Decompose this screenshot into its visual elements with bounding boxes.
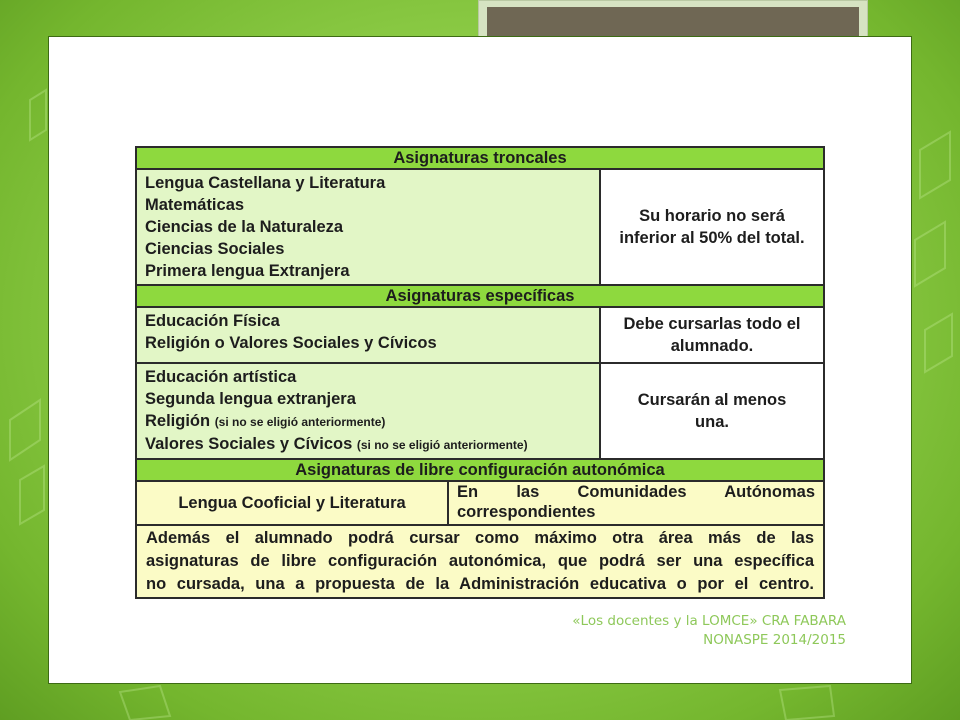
subject-item <box>145 433 591 456</box>
section-header-row <box>136 147 824 169</box>
subject-item: Ciencias Sociales <box>145 240 285 258</box>
libre-paragraph <box>136 525 824 598</box>
subject-item: Ciencias de la Naturaleza <box>145 218 344 236</box>
subject-label: Valores Sociales y Cívicos <box>145 435 353 453</box>
especificas-row-2 <box>136 363 824 459</box>
subject-item: Lengua Castellana y Literatura <box>145 174 386 192</box>
note-line: inferior al 50% del total. <box>619 229 805 247</box>
paragraph-line: no cursada, una a propuesta de la Administración educativa o por el centro. <box>146 575 814 593</box>
section-header-row <box>136 459 824 481</box>
lomce-subjects-table <box>135 146 825 599</box>
troncales-header: Asignaturas troncales <box>136 147 824 169</box>
note-line: En las Comunidades Autónomas <box>457 483 815 501</box>
paragraph-line: Además el alumnado podrá cursar como máximo otra área más de las <box>146 529 814 547</box>
troncales-row <box>136 169 824 285</box>
slide-footer <box>470 612 846 650</box>
section-header-row <box>136 285 824 307</box>
especificas-subject-list-1 <box>136 307 600 363</box>
especificas-note-1 <box>600 307 824 363</box>
especificas-subject-list-2 <box>136 363 600 459</box>
libre-row <box>136 481 824 525</box>
subject-condition-note: (si no se eligió anteriormente) <box>214 415 386 429</box>
note-line: correspondientes <box>457 503 596 521</box>
especificas-header: Asignaturas específicas <box>136 285 824 307</box>
troncales-note <box>600 169 824 285</box>
libre-header: Asignaturas de libre configuración autonómica <box>136 459 824 481</box>
troncales-subject-list <box>136 169 600 285</box>
paragraph-line: asignaturas de libre configuración autonómica, que podrá ser una específica <box>146 552 814 570</box>
footer-line: «Los docentes y la LOMCE» CRA FABARA <box>572 613 846 629</box>
libre-paragraph-row <box>136 525 824 598</box>
subject-label: Educación artística <box>145 368 297 386</box>
note-line: Cursarán al menos <box>637 391 787 409</box>
note-line: una. <box>695 413 729 431</box>
libre-note <box>448 481 824 525</box>
note-line: Debe cursarlas todo el <box>623 315 801 333</box>
footer-line: NONASPE 2014/2015 <box>703 632 846 648</box>
libre-subject: Lengua Cooficial y Literatura <box>136 481 448 525</box>
subject-item: Educación Física <box>145 312 280 330</box>
subject-item <box>145 410 591 433</box>
subject-condition-note: (si no se eligió anteriormente) <box>356 438 528 452</box>
subject-item: Matemáticas <box>145 196 245 214</box>
subject-label: Religión <box>145 412 211 430</box>
subject-item: Primera lengua Extranjera <box>145 262 350 280</box>
subject-item: Religión o Valores Sociales y Cívicos <box>145 334 437 352</box>
note-line: Su horario no será <box>639 207 785 225</box>
subject-label: Segunda lengua extranjera <box>145 390 356 408</box>
especificas-row-1 <box>136 307 824 363</box>
subject-item <box>145 388 591 410</box>
subject-item <box>145 366 591 388</box>
note-line: alumnado. <box>670 337 754 355</box>
especificas-note-2 <box>600 363 824 459</box>
